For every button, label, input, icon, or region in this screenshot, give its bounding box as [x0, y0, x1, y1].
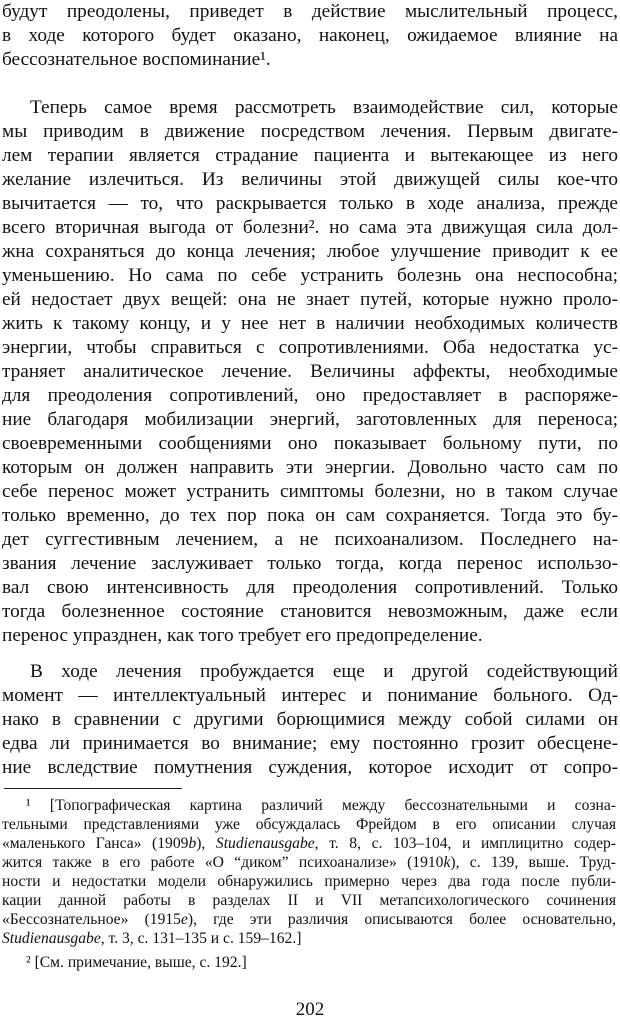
- text-line: перенос упразднен, как того требует его предопределение.: [2, 625, 483, 646]
- text-line: в ходе которого будет оказано, наконец, ожидаемое влияние на: [2, 25, 618, 46]
- text-line: жна сохраняться до конца лечения; любое улучшение приводит к ее: [2, 241, 618, 262]
- text-line: дет суггестивным лечением, а не психоанализом. Последнего на-: [2, 529, 618, 550]
- text-line: ние благодаря мобилизации энергий, заготовленных для переноса;: [2, 409, 618, 430]
- footnote-divider: [4, 788, 182, 789]
- footnote-line: Studienausgabe, т. 3, с. 131–135 и с. 159–162.]: [2, 930, 302, 947]
- text-line: которым он должен направить эти энергии. Довольно часто сам по: [2, 457, 618, 478]
- text-line: себе перенос может устранить симптомы болезни, но в таком случае: [2, 481, 618, 502]
- text-line: нако в сравнении с другими борющимися между собой силами он: [2, 709, 618, 730]
- text-line: Теперь самое время рассмотреть взаимодействие сил, которые: [30, 97, 618, 118]
- text-line: уменьшению. Но сама по себе устранить болезнь она неспособна;: [2, 265, 618, 286]
- page-number: 202: [295, 999, 325, 1020]
- text-line: едва ли принимается во внимание; ему постоянно грозит обесцене-: [2, 733, 618, 754]
- footnote-line: тельными представлениями уже обсуждалась Фрейдом в его описании случая: [2, 816, 616, 833]
- text-line: для преодоления сопротивлений, оно предоставляет в распоряже-: [2, 385, 618, 406]
- text-line: всего вторичная выгода от болезни². но сама эта движущая сила дол-: [2, 217, 618, 238]
- text-line: жить к такому концу, и у нее нет в наличии необходимых количеств: [2, 313, 618, 334]
- text-line: энергии, чтобы справиться с сопротивлениями. Оба недостатка ус-: [2, 337, 618, 358]
- text-line: лем терапии является страдание пациента и вытекающее из него: [2, 145, 618, 166]
- text-line: траняет аналитическое лечение. Величины аффекты, необходимые: [2, 361, 618, 382]
- text-line: только временно, до тех пор пока он сам сохраняется. Тогда это бу-: [2, 505, 618, 526]
- footnote-line: «маленького Ганса» (1909b), Studienausgabe, т. 8, с. 103–104, и имплицитно содер-: [2, 835, 616, 852]
- text-line: тогда болезненное состояние становится невозможным, даже если: [2, 601, 618, 622]
- text-line: мы приводим в движение посредством лечения. Первым двигате-: [2, 121, 618, 142]
- text-line: момент — интеллектуальный интерес и понимание больного. Од-: [2, 685, 618, 706]
- text-line: ние вследствие помутнения суждения, которое исходит от сопро-: [2, 757, 618, 778]
- footnote-line: «Бессознательное» (1915e), где эти различия описываются более основательно,: [2, 911, 616, 928]
- footnote-line: ¹ [Топографическая картина различий между бессознательными и созна-: [26, 797, 616, 814]
- footnote-line: жится также в его работе «О “диком” психоанализе» (1910k), с. 139, выше. Труд-: [2, 854, 616, 871]
- text-line: звания лечение заслуживает только тогда, когда перенос использо-: [2, 553, 618, 574]
- text-line: будут преодолены, приведет в действие мыслительный процесс,: [2, 1, 618, 22]
- text-line: своевременными сообщениями оно показывает больному пути, по: [2, 433, 618, 454]
- text-line: В ходе лечения пробуждается еще и другой содействующий: [30, 661, 618, 682]
- text-line: бессознательное воспоминание¹.: [2, 49, 271, 70]
- text-line: вычитается — то, что раскрывается только в ходе анализа, прежде: [2, 193, 618, 214]
- text-line: вал свою интенсивность для преодоления сопротивлений. Только: [2, 577, 618, 598]
- text-line: ей недостает двух вещей: она не знает путей, которые нужно проло-: [2, 289, 618, 310]
- footnote-2: ² [См. примечание, выше, с. 192.]: [26, 954, 247, 971]
- footnote-line: кации данной работы в разделах II и VII метапсихологического сочинения: [2, 892, 616, 909]
- footnote-line: ности и недостатки модели обнаружились примерно через два года после публи-: [2, 873, 616, 890]
- text-line: желание излечиться. Из величины этой движущей силы кое-что: [2, 169, 618, 190]
